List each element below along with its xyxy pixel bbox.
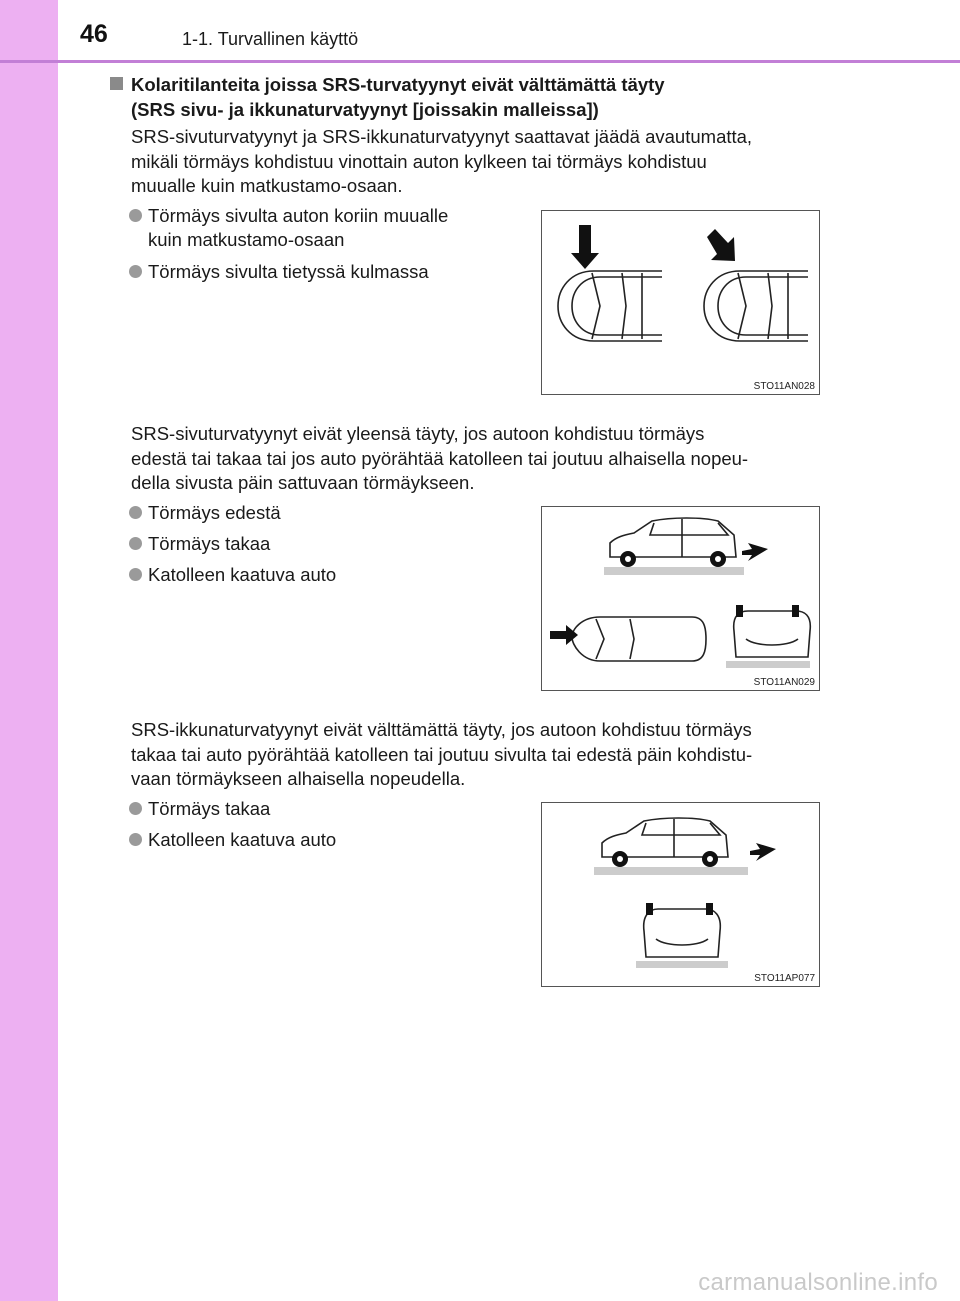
paragraph-line: SRS-sivuturvatyynyt eivät yleensä täyty, jos autoon kohdistuu törmäys [131, 423, 705, 444]
paragraph-1 [131, 125, 839, 199]
heading-line-2: (SRS sivu- ja ikkunaturvatyynyt [joissakin malleissa]) [131, 99, 599, 120]
paragraph-line: muualle kuin matkustamo-osaan. [131, 175, 403, 196]
bullet-item [129, 532, 270, 556]
watermark: carmanualsonline.info [698, 1269, 938, 1296]
header-rule [0, 60, 960, 63]
bullet-text: Törmäys sivulta auton koriin muualle [148, 205, 449, 226]
paragraph-line: edestä tai takaa tai jos auto pyörähtää katolleen tai joutuu alhaisella nopeu- [131, 447, 749, 469]
bullet-text: Törmäys edestä [148, 502, 281, 523]
bullet-text: Katolleen kaatuva auto [148, 564, 337, 585]
figure-code: STO11AN028 [753, 381, 815, 392]
figure-front-rear-rollover [541, 506, 820, 691]
car-impact-illustration [542, 507, 819, 690]
square-bullet-icon [110, 77, 123, 90]
bullet-dot-icon [129, 833, 142, 846]
bullet-item [129, 501, 281, 525]
bullet-text: Katolleen kaatuva auto [148, 829, 337, 850]
car-top-view-illustration [542, 211, 819, 394]
figure-code: STO11AP077 [754, 973, 815, 984]
page-number: 46 [80, 20, 108, 48]
figure-side-impact [541, 210, 820, 395]
paragraph-2 [131, 422, 839, 496]
bullet-text: Törmäys takaa [148, 798, 271, 819]
bullet-dot-icon [129, 506, 142, 519]
figure-rear-rollover [541, 802, 820, 987]
bullet-dot-icon [129, 209, 142, 222]
section-heading [110, 72, 850, 122]
paragraph-line: SRS-sivuturvatyynyt ja SRS-ikkunaturvatyynyt saattavat jäädä avautumatta, [131, 126, 753, 147]
bullet-item [129, 260, 429, 284]
bullet-item [129, 204, 521, 252]
paragraph-line: SRS-ikkunaturvatyynyt eivät välttämättä täyty, jos autoon kohdistuu törmäys [131, 719, 752, 740]
paragraph-line: vaan törmäykseen alhaisella nopeudella. [131, 768, 466, 789]
paragraph-line: mikäli törmäys kohdistuu vinottain auton kylkeen tai törmäys kohdistuu [131, 150, 707, 172]
bullet-item [129, 828, 336, 852]
paragraph-line: takaa tai auto pyörähtää katolleen tai joutuu sivulta tai edestä päin kohdistu- [131, 743, 753, 765]
section-title: 1-1. Turvallinen käyttö [182, 29, 359, 49]
bullet-text-continued: kuin matkustamo-osaan [148, 229, 345, 250]
paragraph-3 [131, 718, 839, 792]
paragraph-line: della sivusta päin sattuvaan törmäykseen. [131, 472, 475, 493]
bullet-dot-icon [129, 568, 142, 581]
bullet-dot-icon [129, 537, 142, 550]
figure-code: STO11AN029 [753, 677, 815, 688]
bullet-item [129, 563, 336, 587]
heading-line-1: Kolaritilanteita joissa SRS-turvatyynyt eivät välttämättä täyty [131, 74, 665, 95]
bullet-dot-icon [129, 265, 142, 278]
bullet-item [129, 797, 270, 821]
car-impact-illustration [542, 803, 819, 986]
bullet-text: Törmäys takaa [148, 533, 271, 554]
bullet-text: Törmäys sivulta tietyssä kulmassa [148, 261, 429, 282]
bullet-dot-icon [129, 802, 142, 815]
sidebar-tab [0, 0, 58, 1301]
